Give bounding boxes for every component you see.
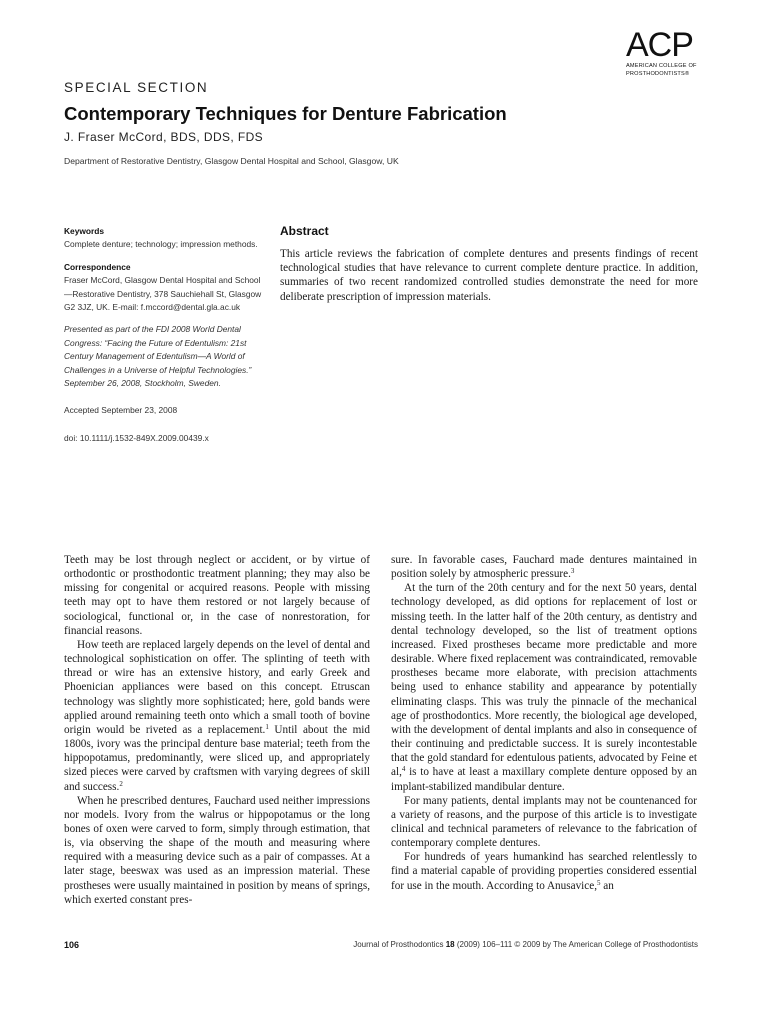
keywords-text: Complete denture; technology; impression methods. — [64, 239, 258, 250]
body-column-right — [391, 553, 697, 893]
body-column-left — [64, 553, 370, 907]
citation-ref[interactable]: 3 — [570, 567, 575, 576]
abstract-text: This article reviews the fabrication of complete dentures and presents findings of recent technological studies that have relevance to current complete denture practice. In addition, summaries of two recent randomized controlled studies demonstrate the need for more deliberate prescription of impression materials. — [280, 248, 698, 303]
abstract-heading: Abstract — [280, 224, 329, 238]
article-sidebar — [64, 225, 264, 445]
keywords-label: Keywords — [64, 226, 105, 236]
body-paragraph: At the turn of the 20th century and for the next 50 years, dental technology developed, as did options for replacement of lost or missing teeth. In the latter half of the 20th century, as dentistry and dental technology developed, so the list of treatment options increased. Fixed prostheses became more predictable and more desirable. Where fixed replacement was contraindicated, removable prostheses became more elaborate, with precision attachments being used to enhance stability and appearance by potentially eliminating clasps. This was truly the pinnacle of the mechanical age of prosthodontics. More recently, the biological age developed, with the development of dental implants and also in consequence of their continuing and predictable success. It is surely incontestable that the gold standard for edentulous patients, advocated by Feine et al,$^4$ is to have at least a maxillary complete denture opposed by an implant-stabilized mandibular denture. — [391, 582, 697, 793]
citation-ref[interactable]: 1 — [265, 722, 269, 731]
body-paragraph: For hundreds of years humankind has searched relentlessly to find a material capable of providing properties considered essential for use in the mouth. According to Anusavice,$^5$ an — [391, 851, 697, 892]
department-affiliation: Department of Restorative Dentistry, Glasgow Dental Hospital and School, Glasgow, UK — [64, 156, 399, 166]
doi-link[interactable]: doi: 10.1111/j.1532-849X.2009.00439.x — [64, 432, 209, 443]
citation-ref[interactable]: 5 — [597, 878, 601, 887]
acp-logo — [626, 28, 706, 78]
logo-line-2: PROSTHODONTISTS® — [626, 71, 690, 77]
logo-line-1: AMERICAN COLLEGE OF — [626, 63, 697, 69]
citation-ref[interactable]: 4 — [401, 765, 406, 774]
presented-note: Presented as part of the FDI 2008 World Dental Congress: “Facing the Future of Edentulism: 21st Century Management of Edentulism—A World of Challenges in a Universe of Helpful Technologies.” September 26, 2008, Stockholm, Sweden. — [64, 324, 252, 389]
body-paragraph: For many patients, dental implants may not be countenanced for a variety of reasons, and the purpose of this article is to investigate clinical and technical parameters of relevance to the fabrication of contemporary complete dentures. — [391, 794, 697, 850]
correspondence-text: Fraser McCord, Glasgow Dental Hospital and School—Restorative Dentistry, 378 Sauchiehall St, Glasgow G2 3JZ, UK. E-mail: f.mccord@dental.gla.ac.uk — [64, 275, 262, 313]
body-paragraph: When he prescribed dentures, Fauchard used neither impressions nor models. Ivory from the walrus or hippopotamus or the long bones of oxen were carved to form, simply through estimation, that is, via observing the shape of the mouth and measuring where required with a measuring device such as a pair of compasses. At a later stage, beeswax was used as an impression material. These prostheses were usually maintained in position by means of springs, which exerted constant pres- — [64, 794, 370, 906]
body-paragraph: Teeth may be lost through neglect or accident, or by virtue of orthodontic or prosthodontic treatment planning; they may also be missing for congenital or acquired reasons. People with missing teeth may opt to have them restored or not largely because of sociological, functional or, in the case of nonrestoration, for financial reasons. — [64, 554, 370, 637]
accepted-date: Accepted September 23, 2008 — [64, 405, 178, 416]
logo-mark: ACP — [626, 26, 693, 64]
correspondence-label: Correspondence — [64, 261, 131, 272]
article-title: Contemporary Techniques for Denture Fabrication — [64, 103, 507, 124]
section-label: SPECIAL SECTION — [64, 80, 209, 95]
page-number: 106 — [64, 940, 80, 950]
body-paragraph: How teeth are replaced largely depends on the level of dental and technological sophistication on offer. The splinting of teeth with thread or wire has an extensive history, and early Greek and Phoenician appliances were based on this concept. Etruscan technology was slightly more sophisticated; here, gold bands were applied around remaining teeth onto which a small tooth of bovine origin would be riveted as a replacement.$^1$ Until about the mid 1800s, ivory was the principal denture base material; teeth from the hippopotamus, predominantly, were sliced up, and appropriately sized pieces were carved by craftsmen with varying degrees of skill and success.$^2$ — [64, 638, 370, 793]
citation-ref[interactable]: 2 — [119, 779, 123, 788]
body-paragraph: sure. In favorable cases, Fauchard made dentures maintained in position solely by atmospheric pressure.$^3$ — [391, 554, 697, 581]
journal-footer: Journal of Prosthodontics 18 (2009) 106–111 © 2009 by The American College of Prosthodontists — [353, 940, 698, 949]
author-line: J. Fraser McCord, BDS, DDS, FDS — [64, 130, 264, 144]
